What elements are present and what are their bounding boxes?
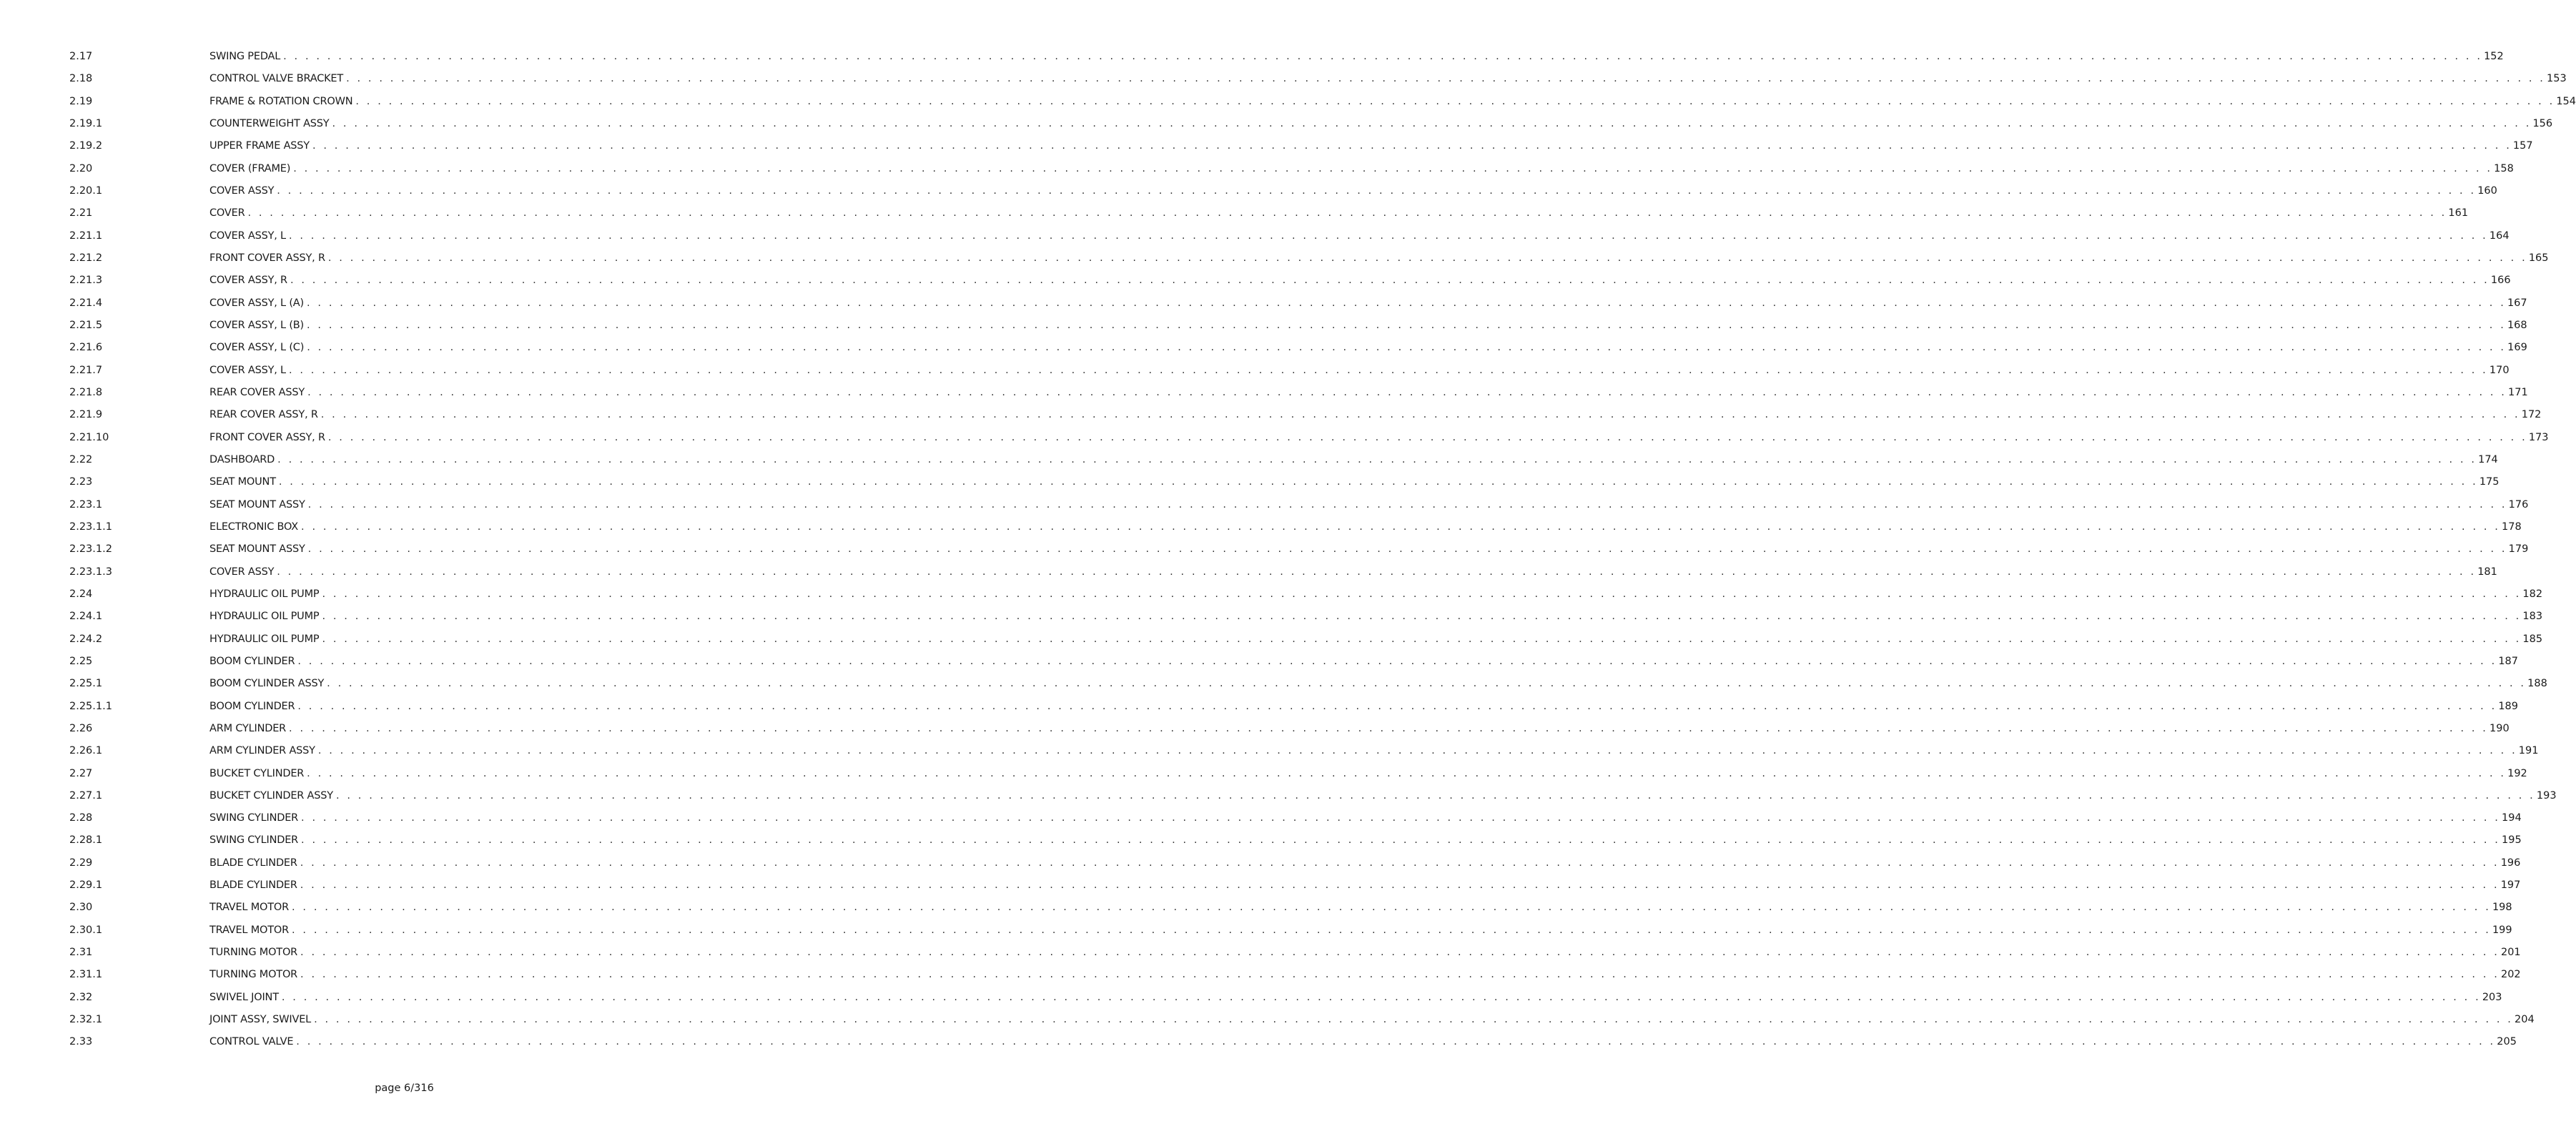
toc-page-number: 166 <box>2490 275 2511 287</box>
toc-section-number: 2.32 <box>69 991 93 1003</box>
toc-title: SWING PEDAL <box>209 51 281 62</box>
toc-entry <box>209 785 2557 807</box>
toc-title: COVER ASSY, L (A) <box>209 297 304 309</box>
toc-page-number: 178 <box>2502 521 2522 533</box>
toc-entry <box>209 696 2519 718</box>
toc-dot-leader: . . . . . . . . . . . . . . . . . . . . . . . . . . . . . . . . . . . . . . . . . . . . . . . . . . . . . . . . . . . . . . . . . . . . . . . . . . . . . . . . . . . . . . . . . . . . . . . . . . . . . . . . . . . . . . . . . . . . . . . . . . . . . . . . . . . . . . . . . . . . . . . . . . . . . . . . . . . . . . . . . . . . . . . . . . . . . . . . . . . . . . . . . . . . . . . . . . . . . . . . <box>281 991 2481 1003</box>
toc-row <box>69 292 2527 315</box>
toc-title: REAR COVER ASSY, R <box>209 409 318 421</box>
toc-page-number: 196 <box>2500 857 2521 869</box>
toc-title: BOOM CYLINDER <box>209 700 295 712</box>
toc-row <box>69 561 2497 583</box>
toc-section-number: 2.27.1 <box>69 789 103 802</box>
toc-dot-leader: . . . . . . . . . . . . . . . . . . . . . . . . . . . . . . . . . . . . . . . . . . . . . . . . . . . . . . . . . . . . . . . . . . . . . . . . . . . . . . . . . . . . . . . . . . . . . . . . . . . . . . . . . . . . . . . . . . . . . . . . . . . . . . . . . . . . . . . . . . . . . . . . . . . . . . . . . . . . . . . . . . . . . . . . . . . . . . . . . . . . . . . . . . . . . . . . . . . . . . . . <box>306 297 2506 309</box>
toc-row <box>69 270 2511 292</box>
toc-section-number: 2.17 <box>69 51 93 62</box>
toc-section-number: 2.30 <box>69 902 93 914</box>
toc-title: BLADE CYLINDER <box>209 857 297 869</box>
toc-title: DASHBOARD <box>209 453 275 465</box>
toc-dot-leader: . . . . . . . . . . . . . . . . . . . . . . . . . . . . . . . . . . . . . . . . . . . . . . . . . . . . . . . . . . . . . . . . . . . . . . . . . . . . . . . . . . . . . . . . . . . . . . . . . . . . . . . . . . . . . . . . . . . . . . . . . . . . . . . . . . . . . . . . . . . . . . . . . . . . . . . . . . . . . . . . . . . . . . . . . . . . . . . . . . . . . . . . . . . . . . . . . . . . . . . . <box>307 386 2507 398</box>
toc-row <box>69 718 2510 740</box>
toc-row <box>69 785 2557 807</box>
toc-title: COVER (FRAME) <box>209 162 291 174</box>
toc-page-number: 201 <box>2500 947 2521 959</box>
toc-page-number: 153 <box>2547 73 2567 85</box>
toc-dot-leader: . . . . . . . . . . . . . . . . . . . . . . . . . . . . . . . . . . . . . . . . . . . . . . . . . . . . . . . . . . . . . . . . . . . . . . . . . . . . . . . . . . . . . . . . . . . . . . . . . . . . . . . . . . . . . . . . . . . . . . . . . . . . . . . . . . . . . . . . . . . . . . . . . . . . . . . . . . . . . . . . . . . . . . . . . . . . . . . . . . . . . . . . . . . . . . . . . . . . . . . . <box>290 275 2489 287</box>
toc-page-number: 170 <box>2489 364 2510 376</box>
toc-entry <box>209 225 2510 247</box>
toc-entry <box>209 337 2527 359</box>
toc-dot-leader: . . . . . . . . . . . . . . . . . . . . . . . . . . . . . . . . . . . . . . . . . . . . . . . . . . . . . . . . . . . . . . . . . . . . . . . . . . . . . . . . . . . . . . . . . . . . . . . . . . . . . . . . . . . . . . . . . . . . . . . . . . . . . . . . . . . . . . . . . . . . . . . . . . . . . . . . . . . . . . . . . . . . . . . . . . . . . . . . . . . . . . . . . . . . . . . . . . . . . . . . <box>293 162 2493 174</box>
toc-page-number: 168 <box>2507 319 2527 331</box>
toc-dot-leader: . . . . . . . . . . . . . . . . . . . . . . . . . . . . . . . . . . . . . . . . . . . . . . . . . . . . . . . . . . . . . . . . . . . . . . . . . . . . . . . . . . . . . . . . . . . . . . . . . . . . . . . . . . . . . . . . . . . . . . . . . . . . . . . . . . . . . . . . . . . . . . . . . . . . . . . . . . . . . . . . . . . . . . . . . . . . . . . . . . . . . . . . . . . . . . . . . . . . . . . . <box>278 476 2478 488</box>
toc-entry <box>209 897 2512 919</box>
toc-section-number: 2.28.1 <box>69 834 103 847</box>
toc-page-number: 181 <box>2477 566 2497 578</box>
toc-page-number: 198 <box>2492 902 2512 914</box>
toc-dot-leader: . . . . . . . . . . . . . . . . . . . . . . . . . . . . . . . . . . . . . . . . . . . . . . . . . . . . . . . . . . . . . . . . . . . . . . . . . . . . . . . . . . . . . . . . . . . . . . . . . . . . . . . . . . . . . . . . . . . . . . . . . . . . . . . . . . . . . . . . . . . . . . . . . . . . . . . . . . . . . . . . . . . . . . . . . . . . . . . . . . . . . . . . . . . . . . . . . . . . . . . . <box>300 857 2499 869</box>
toc-dot-leader: . . . . . . . . . . . . . . . . . . . . . . . . . . . . . . . . . . . . . . . . . . . . . . . . . . . . . . . . . . . . . . . . . . . . . . . . . . . . . . . . . . . . . . . . . . . . . . . . . . . . . . . . . . . . . . . . . . . . . . . . . . . . . . . . . . . . . . . . . . . . . . . . . . . . . . . . . . . . . . . . . . . . . . . . . . . . . . . . . . . . . . . . . . . . . . . . . . . . . . . . <box>300 879 2499 892</box>
toc-page-number: 176 <box>2508 498 2529 511</box>
toc-title: BUCKET CYLINDER ASSY <box>209 789 333 802</box>
toc-page-number: 185 <box>2522 633 2543 645</box>
toc-row <box>69 68 2567 90</box>
toc-row <box>69 964 2521 986</box>
toc-entry <box>209 180 2497 202</box>
toc-row <box>69 628 2543 651</box>
toc-section-number: 2.25.1.1 <box>69 700 112 712</box>
toc-section-number: 2.24.1 <box>69 611 103 623</box>
toc-page-number: 194 <box>2502 812 2522 824</box>
toc-entry <box>209 740 2539 762</box>
toc-entry <box>209 852 2521 874</box>
toc-entry <box>209 1009 2535 1031</box>
toc-page-number: 156 <box>2532 117 2553 129</box>
toc-page-number: 204 <box>2515 1014 2535 1026</box>
toc-dot-leader: . . . . . . . . . . . . . . . . . . . . . . . . . . . . . . . . . . . . . . . . . . . . . . . . . . . . . . . . . . . . . . . . . . . . . . . . . . . . . . . . . . . . . . . . . . . . . . . . . . . . . . . . . . . . . . . . . . . . . . . . . . . . . . . . . . . . . . . . . . . . . . . . . . . . . . . . . . . . . . . . . . . . . . . . . . . . . . . . . . . . . . . . . . . . . . . . . . . . . . . . <box>301 521 2500 533</box>
toc-row <box>69 696 2519 718</box>
toc-title: CONTROL VALVE <box>209 1036 294 1048</box>
toc-entry <box>209 449 2498 471</box>
toc-row <box>69 987 2502 1009</box>
toc-title: BUCKET CYLINDER <box>209 767 305 779</box>
table-of-contents <box>69 46 2576 1054</box>
toc-entry <box>209 516 2522 538</box>
toc-page-number: 205 <box>2497 1036 2517 1048</box>
toc-dot-leader: . . . . . . . . . . . . . . . . . . . . . . . . . . . . . . . . . . . . . . . . . . . . . . . . . . . . . . . . . . . . . . . . . . . . . . . . . . . . . . . . . . . . . . . . . . . . . . . . . . . . . . . . . . . . . . . . . . . . . . . . . . . . . . . . . . . . . . . . . . . . . . . . . . . . . . . . . . . . . . . . . . . . . . . . . . . . . . . . . . . . . . . . . . . . . . . . . . . . . . . . <box>320 409 2520 421</box>
toc-page-number: 154 <box>2556 95 2576 107</box>
toc-page-number: 171 <box>2508 386 2528 398</box>
toc-dot-leader: . . . . . . . . . . . . . . . . . . . . . . . . . . . . . . . . . . . . . . . . . . . . . . . . . . . . . . . . . . . . . . . . . . . . . . . . . . . . . . . . . . . . . . . . . . . . . . . . . . . . . . . . . . . . . . . . . . . . . . . . . . . . . . . . . . . . . . . . . . . . . . . . . . . . . . . . . . . . . . . . . . . . . . . . . . . . . . . . . . . . . . . . . . . . . . . . . . . . . . . . <box>327 252 2527 264</box>
toc-section-number: 2.21.10 <box>69 431 109 443</box>
toc-dot-leader: . . . . . . . . . . . . . . . . . . . . . . . . . . . . . . . . . . . . . . . . . . . . . . . . . . . . . . . . . . . . . . . . . . . . . . . . . . . . . . . . . . . . . . . . . . . . . . . . . . . . . . . . . . . . . . . . . . . . . . . . . . . . . . . . . . . . . . . . . . . . . . . . . . . . . . . . . . . . . . . . . . . . . . . . . . . . . . . . . . . . . . . . . . . . . . . . . . . . . . . . <box>300 947 2499 959</box>
toc-row <box>69 763 2527 785</box>
toc-entry <box>209 583 2543 606</box>
toc-page-number: 172 <box>2521 409 2542 421</box>
toc-section-number: 2.21.6 <box>69 342 103 354</box>
toc-entry <box>209 471 2499 493</box>
toc-page-number: 203 <box>2482 991 2502 1003</box>
toc-dot-leader: . . . . . . . . . . . . . . . . . . . . . . . . . . . . . . . . . . . . . . . . . . . . . . . . . . . . . . . . . . . . . . . . . . . . . . . . . . . . . . . . . . . . . . . . . . . . . . . . . . . . . . . . . . . . . . . . . . . . . . . . . . . . . . . . . . . . . . . . . . . . . . . . . . . . . . . . . . . . . . . . . . . . . . . . . . . . . . . . . . . . . . . . . . . . . . . . . . . . . . . . <box>327 431 2527 443</box>
toc-page-number: 165 <box>2528 252 2549 264</box>
toc-section-number: 2.21.2 <box>69 252 103 264</box>
toc-row <box>69 202 2469 225</box>
toc-section-number: 2.27 <box>69 767 93 779</box>
toc-entry <box>209 919 2512 942</box>
toc-entry <box>209 1031 2517 1053</box>
toc-section-number: 2.23.1.3 <box>69 566 112 578</box>
toc-page-number: 188 <box>2527 678 2547 690</box>
toc-section-number: 2.26 <box>69 722 93 734</box>
toc-title: BLADE CYLINDER <box>209 879 297 892</box>
toc-row <box>69 740 2539 762</box>
toc-dot-leader: . . . . . . . . . . . . . . . . . . . . . . . . . . . . . . . . . . . . . . . . . . . . . . . . . . . . . . . . . . . . . . . . . . . . . . . . . . . . . . . . . . . . . . . . . . . . . . . . . . . . . . . . . . . . . . . . . . . . . . . . . . . . . . . . . . . . . . . . . . . . . . . . . . . . . . . . . . . . . . . . . . . . . . . . . . . . . . . . . . . . . . . . . . . . . . . . . . . . . . . . <box>247 207 2447 220</box>
toc-dot-leader: . . . . . . . . . . . . . . . . . . . . . . . . . . . . . . . . . . . . . . . . . . . . . . . . . . . . . . . . . . . . . . . . . . . . . . . . . . . . . . . . . . . . . . . . . . . . . . . . . . . . . . . . . . . . . . . . . . . . . . . . . . . . . . . . . . . . . . . . . . . . . . . . . . . . . . . . . . . . . . . . . . . . . . . . . . . . . . . . . . . . . . . . . . . . . . . . . . . . . . . . <box>301 834 2500 847</box>
toc-dot-leader: . . . . . . . . . . . . . . . . . . . . . . . . . . . . . . . . . . . . . . . . . . . . . . . . . . . . . . . . . . . . . . . . . . . . . . . . . . . . . . . . . . . . . . . . . . . . . . . . . . . . . . . . . . . . . . . . . . . . . . . . . . . . . . . . . . . . . . . . . . . . . . . . . . . . . . . . . . . . . . . . . . . . . . . . . . . . . . . . . . . . . . . . . . . . . . . . . . . . . . . . <box>322 633 2522 645</box>
toc-section-number: 2.18 <box>69 73 93 85</box>
toc-page-number: 174 <box>2478 453 2498 465</box>
toc-dot-leader: . . . . . . . . . . . . . . . . . . . . . . . . . . . . . . . . . . . . . . . . . . . . . . . . . . . . . . . . . . . . . . . . . . . . . . . . . . . . . . . . . . . . . . . . . . . . . . . . . . . . . . . . . . . . . . . . . . . . . . . . . . . . . . . . . . . . . . . . . . . . . . . . . . . . . . . . . . . . . . . . . . . . . . . . . . . . . . . . . . . . . . . . . . . . . . . . . . . . . . . . <box>307 767 2507 779</box>
toc-row <box>69 113 2553 135</box>
toc-page-number: 169 <box>2507 342 2527 354</box>
toc-entry <box>209 404 2542 426</box>
toc-row <box>69 247 2549 270</box>
toc-title: HYDRAULIC OIL PUMP <box>209 588 320 600</box>
toc-dot-leader: . . . . . . . . . . . . . . . . . . . . . . . . . . . . . . . . . . . . . . . . . . . . . . . . . . . . . . . . . . . . . . . . . . . . . . . . . . . . . . . . . . . . . . . . . . . . . . . . . . . . . . . . . . . . . . . . . . . . . . . . . . . . . . . . . . . . . . . . . . . . . . . . . . . . . . . . . . . . . . . . . . . . . . . . . . . . . . . . . . . . . . . . . . . . . . . . . . . . . . . . <box>327 678 2527 690</box>
toc-title: COVER ASSY, L <box>209 230 286 242</box>
toc-section-number: 2.21.8 <box>69 386 103 398</box>
toc-section-number: 2.19.1 <box>69 117 103 129</box>
toc-entry <box>209 763 2527 785</box>
toc-row <box>69 673 2547 695</box>
toc-title: CONTROL VALVE BRACKET <box>209 73 344 85</box>
toc-section-number: 2.21.5 <box>69 319 103 331</box>
toc-entry <box>209 360 2510 382</box>
toc-section-number: 2.19 <box>69 95 93 107</box>
toc-page-number: 173 <box>2528 431 2549 443</box>
toc-page-number: 195 <box>2502 834 2522 847</box>
toc-title: SEAT MOUNT ASSY <box>209 543 305 556</box>
toc-page-number: 167 <box>2507 297 2527 309</box>
toc-title: REAR COVER ASSY <box>209 386 305 398</box>
toc-entry <box>209 270 2511 292</box>
toc-section-number: 2.21.4 <box>69 297 103 309</box>
toc-section-number: 2.29 <box>69 857 93 869</box>
toc-section-number: 2.22 <box>69 453 93 465</box>
toc-entry <box>209 315 2527 337</box>
toc-page-number: 202 <box>2500 969 2521 981</box>
toc-row <box>69 852 2521 874</box>
toc-dot-leader: . . . . . . . . . . . . . . . . . . . . . . . . . . . . . . . . . . . . . . . . . . . . . . . . . . . . . . . . . . . . . . . . . . . . . . . . . . . . . . . . . . . . . . . . . . . . . . . . . . . . . . . . . . . . . . . . . . . . . . . . . . . . . . . . . . . . . . . . . . . . . . . . . . . . . . . . . . . . . . . . . . . . . . . . . . . . . . . . . . . . . . . . . . . . . . . . . . . . . . . . <box>283 51 2483 62</box>
toc-entry <box>209 673 2547 695</box>
toc-dot-leader: . . . . . . . . . . . . . . . . . . . . . . . . . . . . . . . . . . . . . . . . . . . . . . . . . . . . . . . . . . . . . . . . . . . . . . . . . . . . . . . . . . . . . . . . . . . . . . . . . . . . . . . . . . . . . . . . . . . . . . . . . . . . . . . . . . . . . . . . . . . . . . . . . . . . . . . . . . . . . . . . . . . . . . . . . . . . . . . . . . . . . . . . . . . . . . . . . . . . . . . . <box>288 364 2488 376</box>
toc-section-number: 2.21.9 <box>69 409 103 421</box>
toc-dot-leader: . . . . . . . . . . . . . . . . . . . . . . . . . . . . . . . . . . . . . . . . . . . . . . . . . . . . . . . . . . . . . . . . . . . . . . . . . . . . . . . . . . . . . . . . . . . . . . . . . . . . . . . . . . . . . . . . . . . . . . . . . . . . . . . . . . . . . . . . . . . . . . . . . . . . . . . . . . . . . . . . . . . . . . . . . . . . . . . . . . . . . . . . . . . . . . . . . . . . . . . . <box>312 140 2512 152</box>
toc-section-number: 2.25.1 <box>69 678 103 690</box>
toc-row <box>69 180 2497 202</box>
toc-dot-leader: . . . . . . . . . . . . . . . . . . . . . . . . . . . . . . . . . . . . . . . . . . . . . . . . . . . . . . . . . . . . . . . . . . . . . . . . . . . . . . . . . . . . . . . . . . . . . . . . . . . . . . . . . . . . . . . . . . . . . . . . . . . . . . . . . . . . . . . . . . . . . . . . . . . . . . . . . . . . . . . . . . . . . . . . . . . . . . . . . . . . . . . . . . . . . . . . . . . . . . . . <box>332 117 2532 129</box>
toc-entry <box>209 247 2549 270</box>
toc-title: HYDRAULIC OIL PUMP <box>209 611 320 623</box>
toc-entry <box>209 68 2567 90</box>
toc-dot-leader: . . . . . . . . . . . . . . . . . . . . . . . . . . . . . . . . . . . . . . . . . . . . . . . . . . . . . . . . . . . . . . . . . . . . . . . . . . . . . . . . . . . . . . . . . . . . . . . . . . . . . . . . . . . . . . . . . . . . . . . . . . . . . . . . . . . . . . . . . . . . . . . . . . . . . . . . . . . . . . . . . . . . . . . . . . . . . . . . . . . . . . . . . . . . . . . . . . . . . . . . <box>322 588 2522 600</box>
toc-title: TURNING MOTOR <box>209 947 298 959</box>
toc-page-number: 187 <box>2498 655 2519 667</box>
toc-row <box>69 46 2504 68</box>
toc-row <box>69 91 2576 113</box>
toc-entry <box>209 135 2533 157</box>
toc-entry <box>209 538 2529 561</box>
toc-page-number: 152 <box>2484 51 2504 62</box>
toc-page-number: 191 <box>2518 745 2539 757</box>
toc-dot-leader: . . . . . . . . . . . . . . . . . . . . . . . . . . . . . . . . . . . . . . . . . . . . . . . . . . . . . . . . . . . . . . . . . . . . . . . . . . . . . . . . . . . . . . . . . . . . . . . . . . . . . . . . . . . . . . . . . . . . . . . . . . . . . . . . . . . . . . . . . . . . . . . . . . . . . . . . . . . . . . . . . . . . . . . . . . . . . . . . . . . . . . . . . . . . . . . . . . . . . . . . <box>291 902 2491 914</box>
toc-row <box>69 1009 2535 1031</box>
toc-section-number: 2.30.1 <box>69 924 103 936</box>
toc-title: UPPER FRAME ASSY <box>209 140 310 152</box>
toc-title: COVER <box>209 207 245 220</box>
toc-row <box>69 807 2522 829</box>
toc-section-number: 2.20 <box>69 162 93 174</box>
toc-row <box>69 874 2521 897</box>
toc-page-number: 182 <box>2522 588 2543 600</box>
toc-row <box>69 382 2528 404</box>
toc-entry <box>209 494 2529 516</box>
toc-page-number: 199 <box>2492 924 2512 936</box>
toc-row <box>69 449 2498 471</box>
toc-page-number: 193 <box>2536 789 2557 802</box>
toc-dot-leader: . . . . . . . . . . . . . . . . . . . . . . . . . . . . . . . . . . . . . . . . . . . . . . . . . . . . . . . . . . . . . . . . . . . . . . . . . . . . . . . . . . . . . . . . . . . . . . . . . . . . . . . . . . . . . . . . . . . . . . . . . . . . . . . . . . . . . . . . . . . . . . . . . . . . . . . . . . . . . . . . . . . . . . . . . . . . . . . . . . . . . . . . . . . . . . . . . . . . . . . . <box>307 319 2506 331</box>
toc-dot-leader: . . . . . . . . . . . . . . . . . . . . . . . . . . . . . . . . . . . . . . . . . . . . . . . . . . . . . . . . . . . . . . . . . . . . . . . . . . . . . . . . . . . . . . . . . . . . . . . . . . . . . . . . . . . . . . . . . . . . . . . . . . . . . . . . . . . . . . . . . . . . . . . . . . . . . . . . . . . . . . . . . . . . . . . . . . . . . . . . . . . . . . . . . . . . . . . . . . . . . . . . <box>277 566 2477 578</box>
toc-entry <box>209 987 2502 1009</box>
toc-entry <box>209 382 2528 404</box>
toc-title: BOOM CYLINDER ASSY <box>209 678 325 690</box>
toc-dot-leader: . . . . . . . . . . . . . . . . . . . . . . . . . . . . . . . . . . . . . . . . . . . . . . . . . . . . . . . . . . . . . . . . . . . . . . . . . . . . . . . . . . . . . . . . . . . . . . . . . . . . . . . . . . . . . . . . . . . . . . . . . . . . . . . . . . . . . . . . . . . . . . . . . . . . . . . . . . . . . . . . . . . . . . . . . . . . . . . . . . . . . . . . . . . . . . . . . . . . . . . . <box>307 543 2507 556</box>
toc-section-number: 2.28 <box>69 812 93 824</box>
toc-dot-leader: . . . . . . . . . . . . . . . . . . . . . . . . . . . . . . . . . . . . . . . . . . . . . . . . . . . . . . . . . . . . . . . . . . . . . . . . . . . . . . . . . . . . . . . . . . . . . . . . . . . . . . . . . . . . . . . . . . . . . . . . . . . . . . . . . . . . . . . . . . . . . . . . . . . . . . . . . . . . . . . . . . . . . . . . . . . . . . . . . . . . . . . . . . . . . . . . . . . . . . . . <box>307 498 2507 511</box>
toc-title: SWING CYLINDER <box>209 812 299 824</box>
toc-entry <box>209 942 2521 964</box>
toc-title: SEAT MOUNT <box>209 476 276 488</box>
toc-entry <box>209 91 2576 113</box>
toc-section-number: 2.23.1.1 <box>69 521 112 533</box>
toc-title: COVER ASSY, L (B) <box>209 319 304 331</box>
toc-row <box>69 404 2542 426</box>
toc-page-number: 157 <box>2512 140 2533 152</box>
toc-row <box>69 427 2549 449</box>
toc-entry <box>209 606 2543 628</box>
toc-dot-leader: . . . . . . . . . . . . . . . . . . . . . . . . . . . . . . . . . . . . . . . . . . . . . . . . . . . . . . . . . . . . . . . . . . . . . . . . . . . . . . . . . . . . . . . . . . . . . . . . . . . . . . . . . . . . . . . . . . . . . . . . . . . . . . . . . . . . . . . . . . . . . . . . . . . . . . . . . . . . . . . . . . . . . . . . . . . . . . . . . . . . . . . . . . . . . . . . . . . . . . . . <box>317 745 2517 757</box>
toc-page-number: 164 <box>2489 230 2510 242</box>
toc-row <box>69 315 2527 337</box>
page-number-footer: page 6/316 <box>375 1083 434 1094</box>
toc-dot-leader: . . . . . . . . . . . . . . . . . . . . . . . . . . . . . . . . . . . . . . . . . . . . . . . . . . . . . . . . . . . . . . . . . . . . . . . . . . . . . . . . . . . . . . . . . . . . . . . . . . . . . . . . . . . . . . . . . . . . . . . . . . . . . . . . . . . . . . . . . . . . . . . . . . . . . . . . . . . . . . . . . . . . . . . . . . . . . . . . . . . . . . . . . . . . . . . . . . . . . . . . <box>277 453 2477 465</box>
toc-section-number: 2.23 <box>69 476 93 488</box>
toc-dot-leader: . . . . . . . . . . . . . . . . . . . . . . . . . . . . . . . . . . . . . . . . . . . . . . . . . . . . . . . . . . . . . . . . . . . . . . . . . . . . . . . . . . . . . . . . . . . . . . . . . . . . . . . . . . . . . . . . . . . . . . . . . . . . . . . . . . . . . . . . . . . . . . . . . . . . . . . . . . . . . . . . . . . . . . . . . . . . . . . . . . . . . . . . . . . . . . . . . . . . . . . . <box>300 969 2499 981</box>
toc-row <box>69 1031 2517 1053</box>
toc-entry <box>209 874 2521 897</box>
toc-entry <box>209 46 2504 68</box>
toc-section-number: 2.24 <box>69 588 93 600</box>
toc-dot-leader: . . . . . . . . . . . . . . . . . . . . . . . . . . . . . . . . . . . . . . . . . . . . . . . . . . . . . . . . . . . . . . . . . . . . . . . . . . . . . . . . . . . . . . . . . . . . . . . . . . . . . . . . . . . . . . . . . . . . . . . . . . . . . . . . . . . . . . . . . . . . . . . . . . . . . . . . . . . . . . . . . . . . . . . . . . . . . . . . . . . . . . . . . . . . . . . . . . . . . . . . <box>297 655 2497 667</box>
toc-title: TRAVEL MOTOR <box>209 924 289 936</box>
toc-title: HYDRAULIC OIL PUMP <box>209 633 320 645</box>
toc-page-number: 190 <box>2489 722 2510 734</box>
toc-dot-leader: . . . . . . . . . . . . . . . . . . . . . . . . . . . . . . . . . . . . . . . . . . . . . . . . . . . . . . . . . . . . . . . . . . . . . . . . . . . . . . . . . . . . . . . . . . . . . . . . . . . . . . . . . . . . . . . . . . . . . . . . . . . . . . . . . . . . . . . . . . . . . . . . . . . . . . . . . . . . . . . . . . . . . . . . . . . . . . . . . . . . . . . . . . . . . . . . . . . . . . . . <box>288 230 2488 242</box>
toc-title: ARM CYLINDER ASSY <box>209 745 315 757</box>
toc-section-number: 2.21.3 <box>69 275 103 287</box>
toc-page-number: 197 <box>2500 879 2521 892</box>
toc-title: FRONT COVER ASSY, R <box>209 252 325 264</box>
toc-section-number: 2.21.1 <box>69 230 103 242</box>
toc-entry <box>209 427 2549 449</box>
toc-row <box>69 919 2512 942</box>
toc-entry <box>209 964 2521 986</box>
toc-row <box>69 225 2510 247</box>
toc-row <box>69 516 2522 538</box>
toc-page-number: 183 <box>2522 611 2543 623</box>
toc-dot-leader: . . . . . . . . . . . . . . . . . . . . . . . . . . . . . . . . . . . . . . . . . . . . . . . . . . . . . . . . . . . . . . . . . . . . . . . . . . . . . . . . . . . . . . . . . . . . . . . . . . . . . . . . . . . . . . . . . . . . . . . . . . . . . . . . . . . . . . . . . . . . . . . . . . . . . . . . . . . . . . . . . . . . . . . . . . . . . . . . . . . . . . . . . . . . . . . . . . . . . . . . <box>296 1036 2496 1048</box>
toc-page-number: 189 <box>2498 700 2519 712</box>
toc-title: BOOM CYLINDER <box>209 655 295 667</box>
toc-entry <box>209 292 2527 315</box>
toc-entry <box>209 158 2514 180</box>
toc-dot-leader: . . . . . . . . . . . . . . . . . . . . . . . . . . . . . . . . . . . . . . . . . . . . . . . . . . . . . . . . . . . . . . . . . . . . . . . . . . . . . . . . . . . . . . . . . . . . . . . . . . . . . . . . . . . . . . . . . . . . . . . . . . . . . . . . . . . . . . . . . . . . . . . . . . . . . . . . . . . . . . . . . . . . . . . . . . . . . . . . . . . . . . . . . . . . . . . . . . . . . . . . <box>297 700 2497 712</box>
toc-page-number: 192 <box>2507 767 2527 779</box>
toc-section-number: 2.21.7 <box>69 364 103 376</box>
toc-row <box>69 494 2529 516</box>
toc-entry <box>209 202 2469 225</box>
toc-entry <box>209 113 2553 135</box>
toc-row <box>69 471 2499 493</box>
toc-title: JOINT ASSY, SWIVEL <box>209 1014 312 1026</box>
toc-title: COVER ASSY, L <box>209 364 286 376</box>
toc-dot-leader: . . . . . . . . . . . . . . . . . . . . . . . . . . . . . . . . . . . . . . . . . . . . . . . . . . . . . . . . . . . . . . . . . . . . . . . . . . . . . . . . . . . . . . . . . . . . . . . . . . . . . . . . . . . . . . . . . . . . . . . . . . . . . . . . . . . . . . . . . . . . . . . . . . . . . . . . . . . . . . . . . . . . . . . . . . . . . . . . . . . . . . . . . . . . . . . . . . . . . . . . <box>314 1014 2514 1026</box>
toc-row <box>69 360 2510 382</box>
toc-entry <box>209 807 2522 829</box>
toc-title: SWIVEL JOINT <box>209 991 279 1003</box>
toc-section-number: 2.25 <box>69 655 93 667</box>
toc-dot-leader: . . . . . . . . . . . . . . . . . . . . . . . . . . . . . . . . . . . . . . . . . . . . . . . . . . . . . . . . . . . . . . . . . . . . . . . . . . . . . . . . . . . . . . . . . . . . . . . . . . . . . . . . . . . . . . . . . . . . . . . . . . . . . . . . . . . . . . . . . . . . . . . . . . . . . . . . . . . . . . . . . . . . . . . . . . . . . . . . . . . . . . . . . . . . . . . . . . . . . . . . <box>346 73 2546 85</box>
toc-row <box>69 606 2543 628</box>
toc-page-number: 179 <box>2508 543 2529 556</box>
toc-page-number: 158 <box>2494 162 2514 174</box>
toc-section-number: 2.19.2 <box>69 140 103 152</box>
toc-dot-leader: . . . . . . . . . . . . . . . . . . . . . . . . . . . . . . . . . . . . . . . . . . . . . . . . . . . . . . . . . . . . . . . . . . . . . . . . . . . . . . . . . . . . . . . . . . . . . . . . . . . . . . . . . . . . . . . . . . . . . . . . . . . . . . . . . . . . . . . . . . . . . . . . . . . . . . . . . . . . . . . . . . . . . . . . . . . . . . . . . . . . . . . . . . . . . . . . . . . . . . . . <box>291 924 2491 936</box>
toc-title: COVER ASSY, R <box>209 275 287 287</box>
toc-title: TRAVEL MOTOR <box>209 902 289 914</box>
toc-section-number: 2.31 <box>69 947 93 959</box>
toc-title: COVER ASSY, L (C) <box>209 342 305 354</box>
toc-dot-leader: . . . . . . . . . . . . . . . . . . . . . . . . . . . . . . . . . . . . . . . . . . . . . . . . . . . . . . . . . . . . . . . . . . . . . . . . . . . . . . . . . . . . . . . . . . . . . . . . . . . . . . . . . . . . . . . . . . . . . . . . . . . . . . . . . . . . . . . . . . . . . . . . . . . . . . . . . . . . . . . . . . . . . . . . . . . . . . . . . . . . . . . . . . . . . . . . . . . . . . . . <box>335 789 2535 802</box>
toc-entry <box>209 561 2497 583</box>
toc-section-number: 2.29.1 <box>69 879 103 892</box>
toc-section-number: 2.33 <box>69 1036 93 1048</box>
toc-dot-leader: . . . . . . . . . . . . . . . . . . . . . . . . . . . . . . . . . . . . . . . . . . . . . . . . . . . . . . . . . . . . . . . . . . . . . . . . . . . . . . . . . . . . . . . . . . . . . . . . . . . . . . . . . . . . . . . . . . . . . . . . . . . . . . . . . . . . . . . . . . . . . . . . . . . . . . . . . . . . . . . . . . . . . . . . . . . . . . . . . . . . . . . . . . . . . . . . . . . . . . . . <box>355 95 2555 107</box>
toc-title: FRONT COVER ASSY, R <box>209 431 325 443</box>
toc-title: ARM CYLINDER <box>209 722 287 734</box>
toc-row <box>69 135 2533 157</box>
toc-entry <box>209 628 2543 651</box>
toc-dot-leader: . . . . . . . . . . . . . . . . . . . . . . . . . . . . . . . . . . . . . . . . . . . . . . . . . . . . . . . . . . . . . . . . . . . . . . . . . . . . . . . . . . . . . . . . . . . . . . . . . . . . . . . . . . . . . . . . . . . . . . . . . . . . . . . . . . . . . . . . . . . . . . . . . . . . . . . . . . . . . . . . . . . . . . . . . . . . . . . . . . . . . . . . . . . . . . . . . . . . . . . . <box>322 611 2522 623</box>
toc-title: COUNTERWEIGHT ASSY <box>209 117 330 129</box>
toc-section-number: 2.23.1.2 <box>69 543 112 556</box>
toc-title: FRAME & ROTATION CROWN <box>209 95 353 107</box>
toc-section-number: 2.23.1 <box>69 498 103 511</box>
toc-page-number: 161 <box>2448 207 2469 220</box>
toc-row <box>69 337 2527 359</box>
toc-title: COVER ASSY <box>209 566 275 578</box>
toc-dot-leader: . . . . . . . . . . . . . . . . . . . . . . . . . . . . . . . . . . . . . . . . . . . . . . . . . . . . . . . . . . . . . . . . . . . . . . . . . . . . . . . . . . . . . . . . . . . . . . . . . . . . . . . . . . . . . . . . . . . . . . . . . . . . . . . . . . . . . . . . . . . . . . . . . . . . . . . . . . . . . . . . . . . . . . . . . . . . . . . . . . . . . . . . . . . . . . . . . . . . . . . . <box>307 342 2507 354</box>
toc-title: TURNING MOTOR <box>209 969 298 981</box>
toc-title: SEAT MOUNT ASSY <box>209 498 305 511</box>
toc-title: ELECTRONIC BOX <box>209 521 299 533</box>
toc-row <box>69 942 2521 964</box>
toc-section-number: 2.26.1 <box>69 745 103 757</box>
toc-section-number: 2.32.1 <box>69 1014 103 1026</box>
toc-dot-leader: . . . . . . . . . . . . . . . . . . . . . . . . . . . . . . . . . . . . . . . . . . . . . . . . . . . . . . . . . . . . . . . . . . . . . . . . . . . . . . . . . . . . . . . . . . . . . . . . . . . . . . . . . . . . . . . . . . . . . . . . . . . . . . . . . . . . . . . . . . . . . . . . . . . . . . . . . . . . . . . . . . . . . . . . . . . . . . . . . . . . . . . . . . . . . . . . . . . . . . . . <box>289 722 2488 734</box>
toc-entry <box>209 829 2522 852</box>
toc-row <box>69 158 2514 180</box>
toc-row <box>69 583 2543 606</box>
toc-section-number: 2.21 <box>69 207 93 220</box>
toc-section-number: 2.31.1 <box>69 969 103 981</box>
toc-dot-leader: . . . . . . . . . . . . . . . . . . . . . . . . . . . . . . . . . . . . . . . . . . . . . . . . . . . . . . . . . . . . . . . . . . . . . . . . . . . . . . . . . . . . . . . . . . . . . . . . . . . . . . . . . . . . . . . . . . . . . . . . . . . . . . . . . . . . . . . . . . . . . . . . . . . . . . . . . . . . . . . . . . . . . . . . . . . . . . . . . . . . . . . . . . . . . . . . . . . . . . . . <box>301 812 2500 824</box>
toc-title: SWING CYLINDER <box>209 834 299 847</box>
toc-section-number: 2.20.1 <box>69 184 103 197</box>
toc-page-number: 160 <box>2477 184 2497 197</box>
toc-title: COVER ASSY <box>209 184 275 197</box>
toc-dot-leader: . . . . . . . . . . . . . . . . . . . . . . . . . . . . . . . . . . . . . . . . . . . . . . . . . . . . . . . . . . . . . . . . . . . . . . . . . . . . . . . . . . . . . . . . . . . . . . . . . . . . . . . . . . . . . . . . . . . . . . . . . . . . . . . . . . . . . . . . . . . . . . . . . . . . . . . . . . . . . . . . . . . . . . . . . . . . . . . . . . . . . . . . . . . . . . . . . . . . . . . . <box>277 184 2477 197</box>
toc-row <box>69 829 2522 852</box>
toc-entry <box>209 718 2510 740</box>
toc-entry <box>209 651 2519 673</box>
toc-page-number: 175 <box>2479 476 2499 488</box>
toc-row <box>69 538 2529 561</box>
toc-section-number: 2.24.2 <box>69 633 103 645</box>
toc-row <box>69 897 2512 919</box>
toc-row <box>69 651 2519 673</box>
